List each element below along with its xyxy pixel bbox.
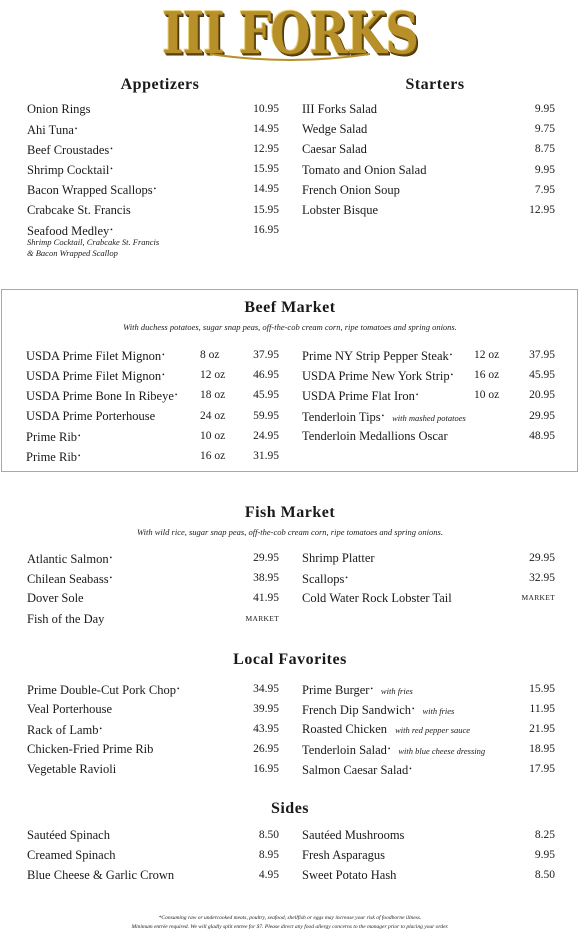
menu-item-label: Chilean Seabass [27,572,109,587]
menu-item-name [27,828,110,842]
menu-item-price: 45.95 [253,389,279,402]
consumption-advisory-marker: • [78,431,81,440]
menu-item-price: 20.95 [529,389,555,402]
consumption-advisory-marker: • [110,145,113,154]
appetizers-heading: Appetizers [120,76,200,93]
menu-item-name [27,742,153,756]
menu-item-name [302,591,452,605]
menu-item-price: 12.95 [253,143,279,156]
menu-item-label: Vegetable Ravioli [27,762,117,777]
menu-item-price: 15.95 [253,203,279,216]
menu-item-name [302,122,367,136]
menu-item-name [302,163,426,177]
portion-size: 10 oz [200,429,226,442]
logo-text: III FORKS [162,0,418,67]
menu-item-name [27,848,116,862]
menu-item-label: Shrimp Cocktail [27,163,110,178]
menu-item-price: 37.95 [529,349,555,361]
menu-item-price: 24.95 [253,429,279,442]
menu-item-label: Salmon Caesar Salad [302,763,409,778]
menu-item-name [302,348,452,363]
menu-item-price: 7.95 [534,183,555,196]
menu-item-note: with blue cheese dressing [398,746,486,757]
menu-item-label: Prime Rib [26,429,78,444]
menu-item-name [302,571,348,586]
menu-item-label: Veal Porterhouse [27,702,113,717]
menu-item-price: 8.25 [534,829,555,841]
seafood-medley-description: Shrimp Cocktail, Crabcake St. Francis [27,237,160,247]
menu-item-label: Caesar Salad [302,142,367,157]
menu-item-name [302,368,453,383]
menu-item-price: 41.95 [253,592,279,605]
menu-item-name [302,203,378,217]
menu-item-name [27,682,179,697]
menu-item-label: Shrimp Platter [302,551,375,565]
menu-item-price: 29.95 [253,552,279,564]
consumption-advisory-marker: • [415,391,419,400]
menu-item-label: Beef Croustades [27,143,110,158]
menu-item-name [27,142,113,157]
menu-item-label: USDA Prime Filet Mignon [26,369,162,384]
menu-item-price: 31.95 [253,450,279,462]
menu-item-name [302,388,418,403]
menu-item-label: Prime Rib [26,450,78,464]
menu-item-name [27,702,112,716]
sides-heading: Sides [270,800,310,817]
menu-item-label: Tenderloin Medallions Oscar [302,428,448,443]
menu-item-price: 18.95 [529,743,555,756]
menu-item-name [27,102,91,116]
consumption-advisory-marker: • [449,351,453,359]
consumption-advisory-marker: • [153,185,157,194]
menu-item-name [27,868,174,882]
menu-item-label: Fish of the Day [27,611,105,626]
menu-item-label: Prime NY Strip Pepper Steak [302,349,449,363]
consumption-advisory-marker: • [110,165,113,174]
logo-swoosh [200,48,380,62]
menu-item-price: 38.95 [253,572,279,585]
portion-size: 24 oz [200,409,226,422]
menu-item-name [27,122,77,137]
menu-item-price: 4.95 [258,869,279,882]
menu-item-label: Lobster Bisque [302,203,379,217]
consumption-advisory-marker: • [381,411,385,420]
portion-size: 12 oz [200,369,226,382]
menu-item-name [26,429,81,444]
menu-item-label: Fresh Asparagus [302,848,385,863]
menu-item-name [27,612,104,626]
menu-item-label: Crabcake St. Francis [27,202,131,217]
menu-item-label: Tenderloin Salad [302,743,387,758]
consumption-advisory-marker: • [74,125,78,134]
consumption-advisory-marker: • [109,574,113,583]
menu-item-name [302,142,367,156]
menu-item-label: Roasted Chicken [302,722,388,737]
menu-item-label: Rack of Lamb [27,723,99,738]
starters-heading: Starters [405,76,465,93]
consumption-advisory-marker: • [345,574,348,583]
menu-item-price: 48.95 [529,429,555,442]
menu-item-price: 32.95 [529,572,555,585]
menu-item-name [302,742,485,758]
menu-item-label: Seafood Medley [27,223,110,238]
fish-market-subtitle: With wild rice, sugar snap peas, off-the-cob cream corn, ripe tomatoes and spring onions. [137,527,443,537]
menu-item-label: French Dip Sandwich [302,703,412,718]
menu-item-price: 45.95 [529,369,555,382]
menu-item-label: Onion Rings [27,102,91,116]
portion-size: 12 oz [474,349,500,361]
menu-item-price: 29.95 [529,552,555,564]
menu-item-name [302,102,377,116]
menu-item-price: 9.95 [534,103,555,115]
consumption-advisory-marker: • [109,554,113,562]
menu-item-price: 14.95 [253,183,279,196]
menu-item-name [27,762,116,776]
beef-market-heading: Beef Market [244,299,336,316]
menu-item-label: Sweet Potato Hash [302,868,397,883]
portion-size: 16 oz [474,369,500,382]
menu-item-name [302,868,396,882]
menu-item-price: 10.95 [253,103,279,115]
menu-item-name [302,828,404,842]
menu-item-name [27,551,112,566]
menu-item-name [27,722,102,737]
menu-item-label: Bacon Wrapped Scallops [27,183,153,198]
menu-item-label: USDA Prime Filet Mignon [26,349,162,363]
footer-policy: Minimum entrée required. We will gladly split entree for $7. Please direct any food allergy concerns to the manager prior to placing your order. [131,924,449,930]
consumption-advisory-marker: • [370,685,373,693]
menu-item-label: Tomato and Onion Salad [302,162,427,177]
seafood-medley-description: & Bacon Wrapped Scallop [27,248,118,258]
menu-item-price: 46.95 [253,369,279,382]
menu-item-name [26,409,155,423]
menu-item-label: III Forks Salad [302,102,377,116]
menu-item-price: 9.75 [534,123,555,136]
menu-item-label: Prime Double-Cut Pork Chop [27,683,176,697]
menu-item-name [302,702,454,718]
menu-item-price: 8.95 [258,849,279,862]
consumption-advisory-marker: • [110,225,113,234]
menu-item-price: 9.95 [534,163,555,176]
menu-item-price: 14.95 [253,123,279,136]
menu-item-price: 17.95 [529,763,555,776]
menu-item-name [27,571,112,586]
consumption-advisory-marker: • [412,705,415,714]
menu-item-price: 16.95 [253,763,279,776]
menu-item-label: USDA Prime Porterhouse [26,408,156,423]
menu-item-name [26,388,177,403]
menu-item-price: 11.95 [529,703,555,716]
menu-item-note: with fries [380,686,413,696]
menu-item-label: Ahi Tuna [27,123,74,138]
consumption-advisory-marker: • [409,765,412,774]
menu-item-name [26,368,165,383]
portion-size: 10 oz [474,389,500,402]
menu-item-name [302,551,375,565]
menu-item-label: Wedge Salad [302,122,368,137]
menu-item-note: with fries [422,706,455,717]
menu-item-label: Chicken-Fried Prime Rib [27,742,154,757]
menu-item-label: Blue Cheese & Garlic Crown [27,868,175,883]
consumption-advisory-marker: • [450,371,454,380]
menu-item-label: Tenderloin Tips [302,409,381,424]
portion-size: 16 oz [200,450,226,462]
menu-item-price: 8.50 [258,829,279,841]
menu-item-label: Cold Water Rock Lobster Tail [302,591,452,606]
local-favorites-heading: Local Favorites [233,651,347,668]
consumption-advisory-marker: • [162,371,165,380]
consumption-advisory-marker: • [162,351,165,359]
menu-item-name [302,762,412,777]
menu-item-name [26,348,165,363]
menu-item-label: Creamed Spinach [27,848,116,863]
menu-item-price: 12.95 [529,204,555,216]
menu-item-label: French Onion Soup [302,182,400,197]
portion-size: 8 oz [200,349,220,361]
beef-market-subtitle: With duchess potatoes, sugar snap peas, off-the-cob cream corn, ripe tomatoes and spring onions. [123,322,457,332]
menu-item-label: Prime Burger [302,683,370,697]
menu-item-name [27,223,113,238]
menu-item-name [302,183,400,197]
menu-item-label: Scallops [302,572,345,587]
menu-item-name [27,203,131,217]
menu-item-price: 34.95 [253,683,279,695]
menu-item-name [302,429,448,443]
menu-item-label: Sautéed Spinach [27,828,110,842]
menu-item-price: 26.95 [253,743,279,756]
consumption-advisory-marker: • [174,391,178,400]
menu-item-name [302,409,466,425]
menu-item-name [302,722,470,737]
menu-item-price: 8.50 [534,869,555,882]
market-price: MARKET [521,593,555,603]
menu-item-label: Atlantic Salmon [27,552,109,566]
menu-item-price: 37.95 [253,349,279,361]
menu-item-label: Sautéed Mushrooms [302,828,405,842]
menu-item-note: with red pepper sauce [395,725,471,736]
menu-item-price: 8.75 [534,143,555,156]
menu-item-name [26,449,81,464]
menu-item-price: 39.95 [253,703,279,716]
market-price: MARKET [245,613,279,623]
consumption-advisory-marker: • [99,725,102,734]
menu-item-name [27,182,156,197]
menu-item-label: Dover Sole [27,591,84,606]
menu-item-price: 29.95 [529,409,555,422]
menu-item-price: 21.95 [529,723,555,736]
footer-disclaimer: *Consuming raw or undercooked meats, poultry, seafood, shellfish or eggs may increase your risk of foodborne illness. [158,915,422,921]
menu-item-note: with mashed potatoes [392,412,466,423]
menu-item-label: USDA Prime New York Strip [302,369,450,384]
fish-market-heading: Fish Market [244,504,336,521]
consumption-advisory-marker: • [78,452,81,460]
portion-size: 18 oz [200,389,226,402]
menu-item-price: 15.95 [529,683,555,695]
consumption-advisory-marker: • [387,745,391,754]
menu-item-name [27,591,84,605]
menu-item-price: 16.95 [253,223,279,236]
menu-item-label: USDA Prime Flat Iron [302,389,415,404]
menu-item-price: 43.95 [253,723,279,736]
menu-item-name [302,682,413,698]
menu-item-price: 15.95 [253,163,279,176]
menu-item-label: USDA Prime Bone In Ribeye [26,389,174,404]
menu-item-name [27,162,113,177]
menu-item-name [302,848,385,862]
consumption-advisory-marker: • [176,685,180,693]
menu-item-price: 9.95 [534,849,555,862]
menu-item-price: 59.95 [253,409,279,422]
